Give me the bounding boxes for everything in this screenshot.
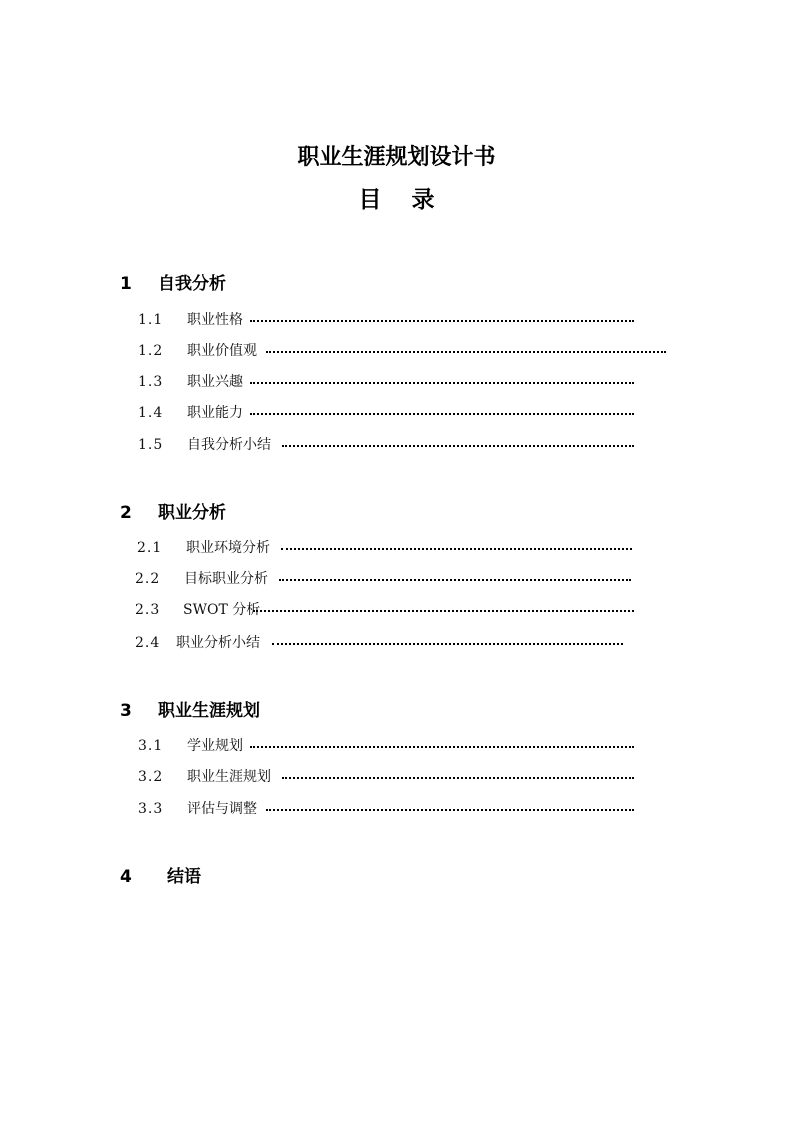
entry-label: 职业性格 [187, 312, 243, 328]
section-label: 职业生涯规划 [158, 701, 260, 721]
entry-label: 职业生涯规划 [187, 769, 271, 785]
dot-leader [272, 643, 623, 645]
dot-leader [282, 777, 634, 779]
dot-leader [279, 579, 631, 581]
dot-leader [281, 548, 632, 550]
entry-label: 目标职业分析 [184, 571, 268, 587]
entry-label: 职业兴趣 [187, 374, 243, 390]
entry-number: 1.4 [138, 405, 164, 421]
entry-label: 学业规划 [187, 738, 243, 754]
dot-leader [266, 809, 634, 811]
toc-heading: 目 录 [358, 187, 446, 213]
entry-label: 职业环境分析 [186, 540, 270, 556]
section-number: 3 [120, 701, 132, 721]
entry-number: 1.3 [138, 374, 164, 390]
dot-leader [250, 320, 634, 322]
dot-leader [250, 382, 634, 384]
entry-number: 2.4 [135, 635, 161, 651]
section-number: 1 [120, 274, 132, 294]
entry-label: 职业能力 [187, 405, 243, 421]
dot-leader [250, 746, 634, 748]
entry-number: 2.2 [135, 571, 161, 587]
section-number: 2 [120, 503, 132, 523]
entry-label: SWOT 分析 [183, 602, 261, 618]
entry-number: 3.3 [138, 801, 164, 817]
entry-label: 职业价值观 [187, 343, 257, 359]
entry-number: 2.1 [137, 540, 163, 556]
entry-number: 1.5 [138, 437, 164, 453]
section-number: 4 [120, 867, 132, 887]
entry-number: 1.2 [138, 343, 164, 359]
entry-label: 职业分析小结 [176, 635, 260, 651]
section-label: 职业分析 [158, 503, 226, 523]
entry-label: 自我分析小结 [187, 437, 271, 453]
dot-leader [266, 351, 666, 353]
dot-leader [250, 413, 634, 415]
entry-number: 3.1 [138, 738, 164, 754]
section-label: 自我分析 [158, 274, 226, 294]
entry-number: 2.3 [135, 602, 161, 618]
entry-number: 3.2 [138, 769, 164, 785]
dot-leader [282, 445, 634, 447]
entry-number: 1.1 [138, 312, 164, 328]
dot-leader [253, 610, 634, 612]
section-label: 结语 [167, 867, 201, 887]
document-title: 职业生涯规划设计书 [297, 145, 496, 170]
entry-label: 评估与调整 [187, 801, 257, 817]
